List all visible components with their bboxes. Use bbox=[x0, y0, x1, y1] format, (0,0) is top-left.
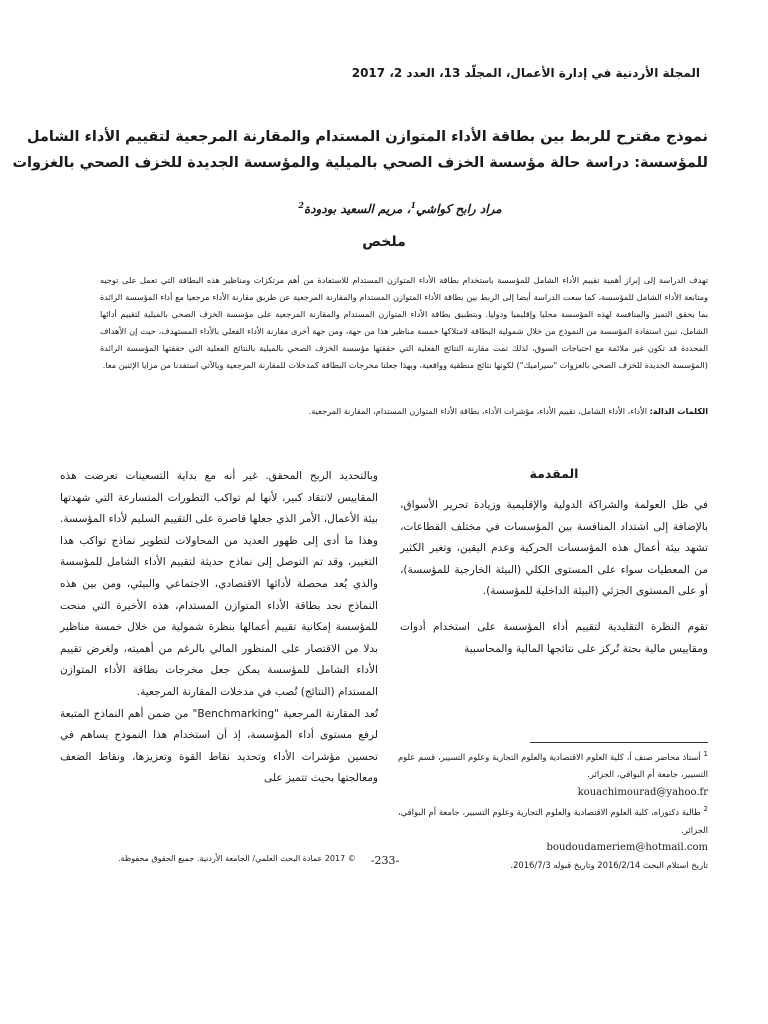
keywords-list: الأداء، الأداء الشامل، تقييم الأداء، مؤشرات الأداء، بطاقة الأداء المتوازن المستدام، المقارنة المرجعية. bbox=[308, 406, 650, 416]
keywords-label: الكلمات الدالة: bbox=[649, 406, 708, 416]
footnote-divider bbox=[530, 742, 708, 743]
footnote-2-mark: 2 bbox=[703, 805, 708, 814]
author-separator: ، bbox=[402, 202, 411, 216]
abstract-heading: ملخص bbox=[362, 234, 406, 250]
paper-title bbox=[12, 124, 708, 176]
copyright-notice: © 2017 عمادة البحث العلمي/ الجامعة الأردنية. جميع الحقوق محفوظة. bbox=[118, 854, 356, 863]
author-1-affiliation-mark: 1 bbox=[410, 200, 417, 210]
author-2-affiliation-mark: 2 bbox=[298, 200, 304, 210]
intro-paragraph-1: في ظل العولمة والشراكة الدولية والإقليمية وزيادة تحرير الأسواق، بالإضافة إلى اشتداد المنافسة بين المؤسسات في مختلف القطاعات، تشهد بيئة أعمال هذه المؤسسات الحركية وعدم اليقين، وتغير الكثير من المعطيات سواء على المستوى الكلي (البيئة الخارجية للمؤسسة)، أو على المستوى الجزئي (البيئة الداخلية للمؤسسة). bbox=[400, 499, 708, 598]
submission-dates: تاريخ استلام البحث 2016/2/14 وتاريخ قبوله 2016/7/3. bbox=[510, 859, 708, 870]
author-1: مراد رابح كواشي bbox=[416, 202, 502, 216]
footnotes bbox=[398, 746, 708, 874]
keywords bbox=[100, 406, 708, 416]
journal-header: المجلة الأردنية في إدارة الأعمال، المجلّد 13، العدد 2، 2017 bbox=[351, 66, 700, 80]
author-list bbox=[200, 200, 600, 216]
page-number: -233- bbox=[370, 854, 400, 867]
intro-paragraph-3: وبالتحديد الربح المحقق. غير أنه مع بداية التسعينات تعرضت هذه المقاييس لانتقاد كبير، لأنها لم تواكب التطورات المتسارعة التي شهدتها بيئة الأعمال، الأمر الذي جعلها قاصرة على التقييم السليم لأداء المؤسسة. وهذا ما أدى إلى ظهور العديد من المحاولات لتطوير نماذج تواكب هذا التغيير، وقد تم التوصل إلى نماذج حديثة لتقييم الأداء الشامل للمؤسسة والذي يُعد محصلة لأدائها الاقتصادي، الاجتماعي والبيئي، ومن بين هذه النماذج نجد بطاقة الأداء المتوازن المستدام، هذه الأخيرة التي منحت للمؤسسة إمكانية تقييم أعمالها بنظرة شمولية من خلال خمسة مناظير بدلا من الاقتصار على المنظور المالي بالرغم من أهميته، ولغرض تقييم الأداء الشامل للمؤسسة يمكن جعل مخرجات بطاقة الأداء المتوازن المستدام (النتائج) تُصب في مدخلات المقارنة المرجعية. bbox=[60, 470, 378, 698]
left-column bbox=[60, 466, 378, 790]
paper-title-line-2: للمؤسسة: دراسة حالة مؤسسة الخزف الصحي بالميلية والمؤسسة الجديدة للخزف الصحي بالغزوات bbox=[12, 155, 708, 171]
intro-paragraph-4: تُعد المقارنة المرجعية "Benchmarking" من ضمن أهم النماذج المتبعة لرفع مستوى أداء المؤسسة، إذ أن استخدام هذا النموذج يساهم في تحسين مؤشرات الأداء وتحديد نقاط القوة وتعزيزها، ونقاط الضعف ومعالجتها بحيث تتميز على bbox=[60, 707, 378, 785]
intro-paragraph-2: تقوم النظرة التقليدية لتقييم أداء المؤسسة على استخدام أدوات ومقاييس مالية بحتة تُركز على نتائجها المالية والمحاسبية bbox=[400, 620, 708, 655]
abstract-text: تهدف الدراسة إلى إبراز أهمية تقييم الأداء الشامل للمؤسسة باستخدام بطاقة الأداء المتوازن المستدام للاستفادة من أهم مرتكزات ومناظير هذه البطاقة التي تعمل على توجيه ومتابعة الأداء الشامل للمؤسسة، كما سعت الدراسة أيضا إلى الربط بين بطاقة الأداء المتوازن المستدام والمقارنة المرجعية عن طريق مقارنة الأداء مرجعيا مع أداء المؤسسة الرائدة بما يحقق التميز والمنافسة لهذه المؤسسة محليا وإقليميا ودوليا. وبتطبيق بطاقة الأداء المتوازن المستدام والمقارنة المرجعية على مؤسسة الخزف الصحي بالميلية لتقييم أدائها الشامل، تبين استفادة المؤسسة من النموذج من خلال شمولية البطاقة لامتلاكها خمسة مناظير هذا من جهة، ومن جهة أخرى مقارنة الأداء الفعلي بالأداء المستهدف، حيث إن الأهداف المحددة قد تكون غير ملائمة مع احتياجات السوق، لذلك تمت مقارنة النتائج الفعلية التي حققتها مؤسسة الخزف الصحي بالميلية بالنتائج الفعلية التي حققتها المؤسسة الرائدة (المؤسسة الجديدة للخزف الصحي بالغزوات "سيراميك") لكونها نتائج منطقية وواقعية، وبهذا جعلنا مخرجات البطاقة كمدخلات للمقارنة المرجعية وبالآتي استفدنا من مزايا الإثنين معا. bbox=[100, 275, 708, 370]
footnote-2: $^2$ طالبة دكتوراه، كلية العلوم الاقتصادية والعلوم التجارية وعلوم التسيير، جامعة أم البواقي، الجزائر. bbox=[398, 805, 708, 835]
footnote-2-email[interactable]: boudoudameriem@hotmail.com bbox=[546, 842, 708, 854]
paper-title-line-1: نموذج مقترح للربط بين بطاقة الأداء المتوازن المستدام والمقارنة المرجعية لتقييم الأداء الشامل bbox=[26, 129, 708, 145]
footnote-1: $^1$ أستاذ محاضر صنف أ، كلية العلوم الاقتصادية والعلوم التجارية وعلوم التسيير، قسم علوم التسيير، جامعة أم البواقي، الجزائر. bbox=[398, 750, 708, 780]
right-column bbox=[400, 466, 708, 660]
footnote-1-mark: 1 bbox=[703, 750, 708, 758]
author-2: مريم السعيد بودودة bbox=[303, 202, 403, 216]
introduction-heading: المقدمة bbox=[529, 466, 579, 481]
footnote-1-email[interactable]: kouachimourad@yahoo.fr bbox=[577, 786, 708, 798]
